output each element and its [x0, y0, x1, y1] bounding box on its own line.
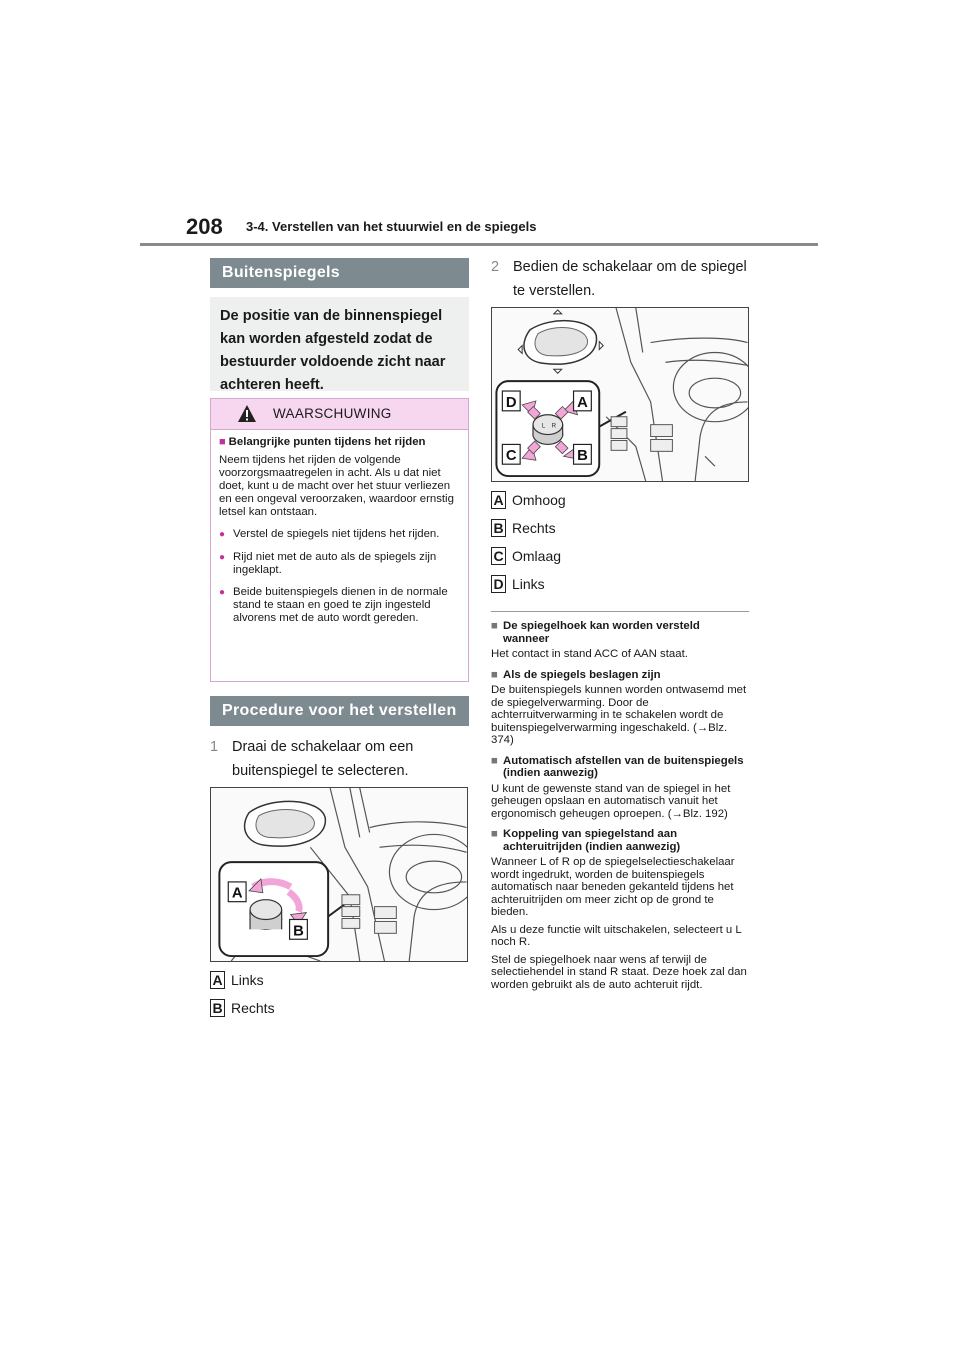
warning-triangle-icon: [237, 404, 257, 423]
legend-item: C Omlaag: [491, 545, 566, 567]
figure-label: A: [577, 394, 588, 411]
legend-letter: D: [491, 575, 506, 593]
bullet-dot-icon: ●: [219, 552, 226, 563]
warning-label: WAARSCHUWING: [273, 406, 392, 421]
figure-mirror-selector: [210, 787, 468, 962]
warning-text: Neem tijdens het rijden de volgende voorzorgsmaatregelen in acht. Als u dat niet doet, kunt u de macht over het stuur verliezen en een ongeval veroorzaken, waardoor ernstig letsel kan ontstaan.: [219, 454, 454, 518]
note-text: U kunt de gewenste stand van de spiegel in het geheugen opslaan en automatisch vanuit het ergonomisch geheugen oproepen. (→Blz. 192): [491, 782, 731, 820]
legend-item: B Rechts: [210, 997, 275, 1019]
figure-label: C: [505, 448, 517, 465]
note-text: Wanneer L of R op de spiegelselectieschakelaar wordt ingedrukt, worden de buitenspiegels automatisch naar beneden gekanteld tijdens het achteruitrijden om meer zicht op de grond te bieden.: [491, 856, 735, 918]
note-text: Als u deze functie wilt uitschakelen, selecteert u L noch R.: [491, 923, 742, 948]
notes-section: [491, 612, 749, 991]
bullet-square-icon: ■: [219, 436, 226, 448]
note-heading: ■ De spiegelhoek kan worden versteld wanneer: [491, 620, 700, 645]
warning-body: [211, 430, 468, 633]
legend-step2: [491, 489, 566, 595]
bullet-square-icon: ■: [491, 828, 498, 840]
legend-letter: A: [210, 971, 225, 989]
header-rule: [140, 243, 818, 246]
section-heading-procedure: Procedure voor het verstellen: [210, 696, 469, 726]
note-text: De buitenspiegels kunnen worden ontwasemd met de spiegelverwarming. Door de achterruitverwarming in te schakelen wordt de buitenspiegelverwarming ingeschakeld. (→Blz. 374): [491, 684, 747, 746]
warning-box: [210, 398, 469, 682]
legend-letter: A: [491, 491, 506, 509]
switch-letter: R: [551, 423, 557, 430]
step-number: 1: [210, 739, 219, 755]
section-heading-buitenspiegels: Buitenspiegels: [210, 258, 469, 288]
note-heading: ■ Als de spiegels beslagen zijn: [491, 668, 661, 681]
page-number: 208: [186, 214, 223, 239]
warning-header: [211, 399, 468, 430]
warning-subheading: ■ Belangrijke punten tijdens het rijden: [219, 436, 426, 448]
legend-letter: B: [491, 519, 506, 537]
step-text: Draai de schakelaar om een buitenspiegel te selecteren.: [232, 739, 414, 779]
note-text: Het contact in stand ACC of AAN staat.: [491, 648, 688, 660]
bullet-square-icon: ■: [491, 620, 498, 632]
legend-letter: C: [491, 547, 506, 565]
intro-box: De positie van de binnenspiegel kan worden afgesteld zodat de bestuurder voldoende zicht naar achteren heeft.: [210, 297, 469, 391]
legend-item: B Rechts: [491, 517, 566, 539]
figure-mirror-adjust: [491, 307, 749, 482]
step-text: Bedien de schakelaar om de spiegel te verstellen.: [513, 259, 747, 299]
switch-letter: L: [541, 423, 546, 430]
legend-letter: B: [210, 999, 225, 1017]
note-heading: ■ Koppeling van spiegelstand aan achteruitrijden (indien aanwezig): [491, 828, 681, 853]
step-2: [491, 255, 749, 303]
warning-bullet: ● Verstel de spiegels niet tijdens het rijden.: [219, 528, 440, 540]
legend-item: A Omhoog: [491, 489, 566, 511]
legend-step1: [210, 969, 275, 1019]
figure-label: B: [293, 923, 304, 940]
legend-item: D Links: [491, 573, 566, 595]
legend-item: A Links: [210, 969, 275, 991]
step-1: [210, 735, 469, 783]
note-text: Stel de spiegelhoek naar wens af terwijl de selectiehendel in stand R staat. Deze hoek zal dan worden gebruikt als de auto achteruit rijdt.: [491, 953, 747, 991]
bullet-square-icon: ■: [491, 754, 498, 767]
figure-label: D: [505, 394, 517, 411]
warning-bullet: ● Rijd niet met de auto als de spiegels zijn ingeklapt.: [219, 551, 437, 576]
bullet-square-icon: ■: [491, 668, 498, 681]
bullet-dot-icon: ●: [219, 529, 226, 540]
section-title: 3-4. Verstellen van het stuurwiel en de spiegels: [246, 219, 537, 234]
figure-label: B: [577, 448, 588, 465]
warning-bullet: ● Beide buitenspiegels dienen in de normale stand te staan en goed te zijn ingesteld alvorens met de auto wordt gereden.: [219, 586, 448, 624]
bullet-dot-icon: ●: [219, 587, 226, 598]
note-heading: ■ Automatisch afstellen van de buitenspiegels (indien aanwezig): [491, 754, 744, 779]
step-number: 2: [491, 259, 500, 275]
figure-label: A: [231, 885, 243, 902]
